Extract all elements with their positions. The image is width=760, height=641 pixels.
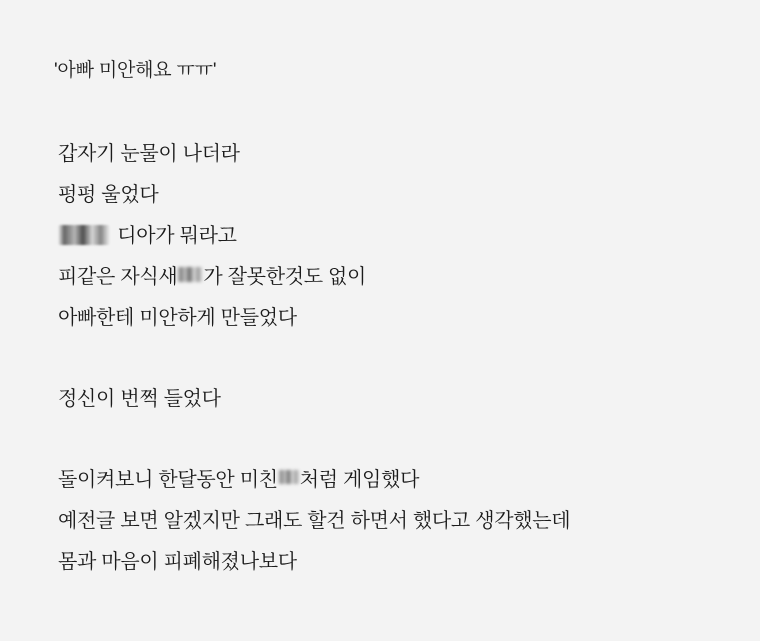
redaction-smudge xyxy=(58,225,110,245)
paragraph-1 xyxy=(50,134,720,339)
text-fragment: 피같은 자식새 xyxy=(58,266,178,288)
text-line-redacted xyxy=(58,460,720,501)
text-line: 갑자기 눈물이 나더라 xyxy=(58,143,240,165)
text-fragment: 가 잘못한것도 없이 xyxy=(203,266,367,288)
text-line-redacted xyxy=(58,216,720,257)
spacer-after-quote xyxy=(50,86,720,134)
text-line: 몸과 마음이 피폐해졌나보다 xyxy=(58,551,297,573)
paragraph-2 xyxy=(50,379,720,420)
text-fragment: 돌이켜보니 한달동안 미친 xyxy=(58,469,278,491)
text-line-redacted xyxy=(58,257,720,298)
paragraph-3 xyxy=(50,460,720,583)
text-fragment: 디아가 뭐라고 xyxy=(112,225,237,247)
text-fragment: 처럼 게임했다 xyxy=(299,469,420,491)
spacer-paragraph-2-3 xyxy=(50,420,720,460)
quote-text: '아빠 미안해요 ㅠㅠ' xyxy=(54,60,217,81)
text-line: 펑펑 울었다 xyxy=(58,184,159,206)
text-line: 아빠한테 미안하게 만들었다 xyxy=(58,307,297,329)
spacer-paragraph-1-2 xyxy=(50,339,720,379)
text-line: 예전글 보면 알겠지만 그래도 할건 하면서 했다고 생각했는데 xyxy=(58,510,571,532)
redaction-smudge xyxy=(177,267,203,282)
redaction-smudge xyxy=(278,470,300,484)
text-line: 정신이 번쩍 들었다 xyxy=(58,388,221,410)
